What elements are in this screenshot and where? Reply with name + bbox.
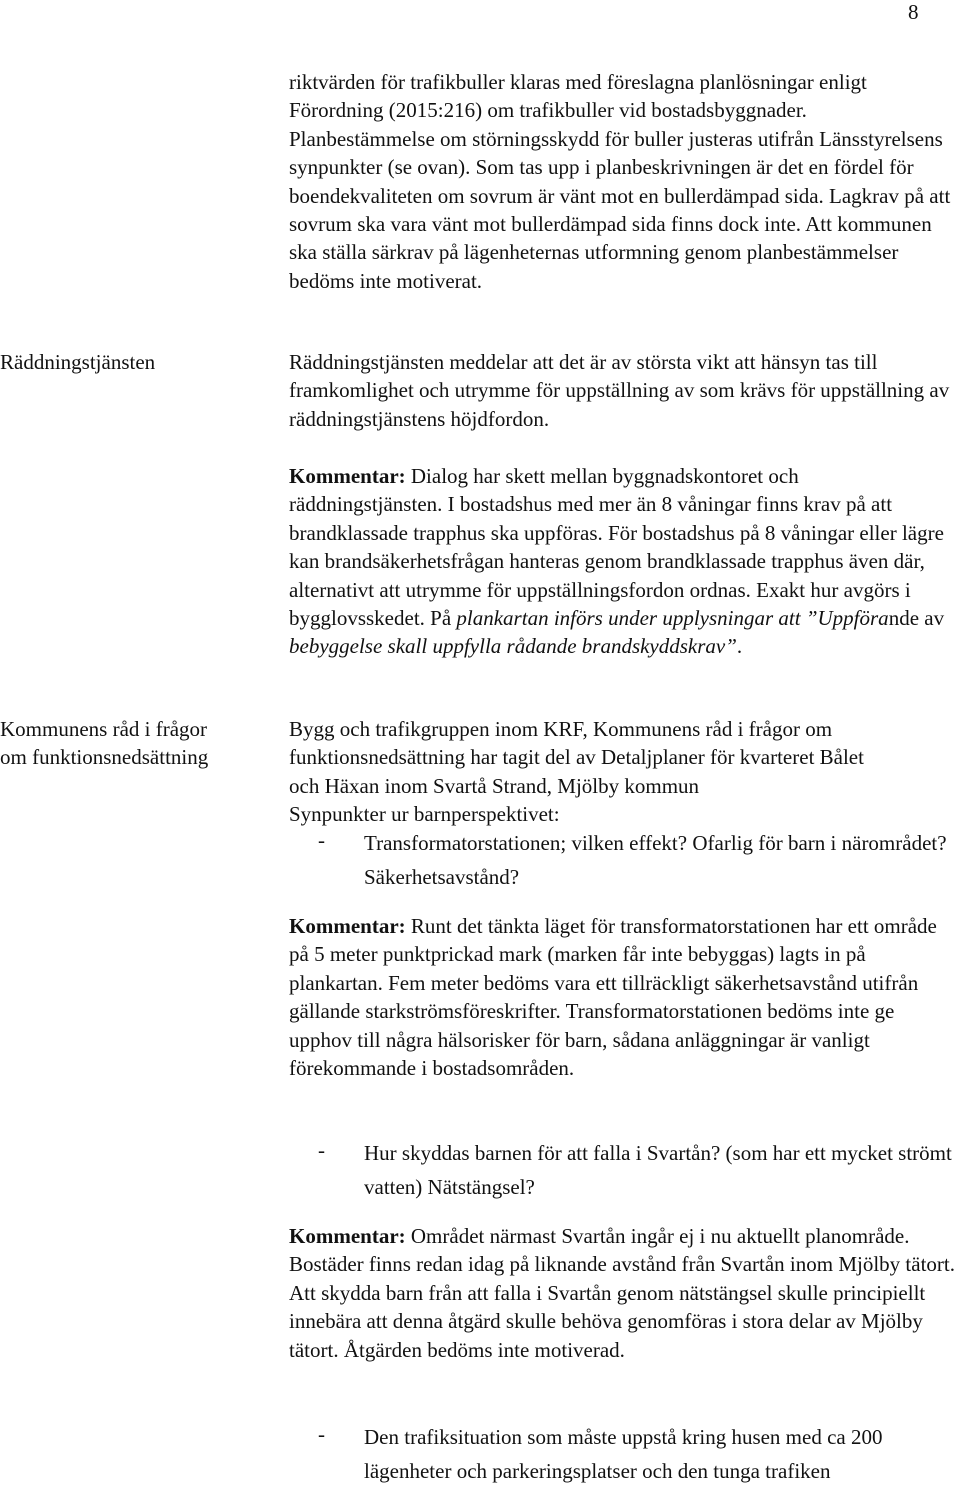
comment-label: Kommentar: [289,1224,406,1248]
comment-text: Området närmast Svartån ingår ej i nu aktuellt planområde. Bostäder finns redan idag på liknande avstånd från Svartån inom Mjölby tätort. Att skydda barn från att falla i Svartån genom nätstängsel skulle principiellt innebära att denna åtgärd skulle behöva genomföras i stora delar av Mjölby tätort. Åtgärden bedöms inte motiverad. [289,1224,956,1362]
krf-line-4: Synpunkter ur barnperspektivet: [289,802,560,827]
comment-transformator [289,912,957,1082]
list-item-text: Den trafiksituation som måste uppstå kring husen med ca 200 lägenheter och parkeringsplatser och den tunga trafiken [364,1425,883,1483]
label-kommunens-rad [0,715,250,772]
list-item-text: Hur skyddas barnen för att falla i Svartån? (som har ett mycket strömt vatten) Nätstängsel? [364,1141,952,1199]
comment-normal-mid: nde av [888,606,945,631]
comment-text: Dialog har skett mellan byggnadskontoret och räddningstjänsten. I bostadshus med mer än 8 våningar finns krav på att brandklassade trapphus ska uppföras. För bostadshus på 8 våningar eller lägre kan brandsäkerhetsfrågan hanteras genom brandklassade trapphus även där, alternativt att utrymme för uppställningsfordon ordnas. Exakt hur avgörs i bygglovsskedet. På [289,464,944,631]
comment-italic-1: plankartan införs under upplysningar att ”Uppföra [456,606,889,631]
label-raddningstjansten: Räddningstjänsten [0,350,156,374]
comment-end: . [736,634,743,659]
comment-text: Runt det tänkta läget för transformatorstationen har ett område på 5 meter punktprickad mark (marken får inte bebyggas) lagts in på plankartan. Fem meter bedöms vara ett tillräckligt säkerhetsavstånd utifrån gällande starkströmsföreskrifter. Transformatorstationen bedöms inte ge upphov till några hälsorisker för barn, sådana anläggningar är vanligt förekommande i bostadsområden. [289,914,937,1081]
label-line-1: Kommunens råd i frågor [0,717,208,741]
comment-label: Kommentar: [289,464,406,488]
paragraph-raddningstjansten: Räddningstjänsten meddelar att det är av största vikt att hänsyn tas till framkomlighet och utrymme för uppställning av som krävs för uppställning av räddningstjänstens höjdfordon. [289,350,950,431]
krf-line-2: funktionsnedsättning har tagit del av Detaljplaner för kvarteret Bålet [289,745,864,770]
paragraph-trafikbuller: riktvärden för trafikbuller klaras med föreslagna planlösningar enligt Förordning (2015:216) om trafikbuller vid bostadsbyggnader. Planbestämmelse om störningsskydd för buller justeras utifrån Länsstyrelsens synpunkter (se ovan). Som tas upp i planbeskrivningen är det en fördel för boendekvaliteten om sovrum är vänt mot en bullerdämpad sida. Lagkrav på att sovrum ska vara vänt mot bullerdämpad sida finns dock inte. Att kommunen ska ställa särkrav på lägenheternas utformning genom planbestämmelser bedöms inte motiverat. [289,70,951,293]
list-item-text: Transformatorstationen; vilken effekt? Ofarlig för barn i närområdet? Säkerhetsavstånd? [364,831,947,889]
paragraph-krf [289,715,957,829]
comment-svartan [289,1222,957,1364]
list-dash: - [318,1422,325,1446]
list-dash: - [318,1138,325,1162]
comment-raddningstjansten [289,462,957,661]
list-dash: - [318,828,325,852]
comment-italic-2: bebyggelse skall uppfylla rådande brandskyddskrav” [289,634,737,659]
krf-line-1: Bygg och trafikgruppen inom KRF, Kommunens råd i frågor om [289,717,833,741]
label-line-2: om funktionsnedsättning [0,745,209,770]
comment-label: Kommentar: [289,914,406,938]
page-number: 8 [908,0,919,24]
krf-line-3: och Häxan inom Svartå Strand, Mjölby kommun [289,773,700,798]
